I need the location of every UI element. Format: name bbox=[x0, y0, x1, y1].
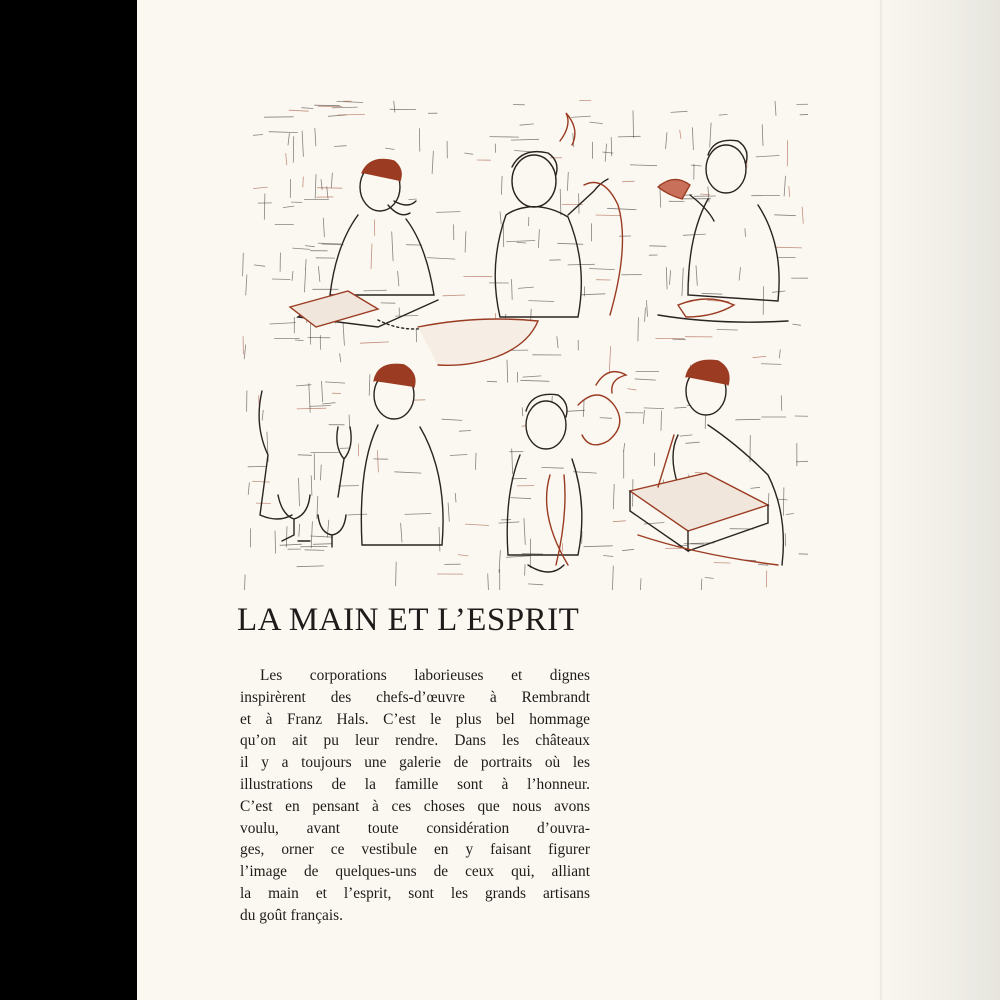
hatch-stroke bbox=[322, 403, 335, 404]
hatch-stroke bbox=[302, 131, 303, 157]
hatch-stroke bbox=[394, 472, 421, 473]
hatch-stroke bbox=[802, 207, 803, 224]
hatch-stroke bbox=[680, 435, 693, 436]
hatch-stroke bbox=[385, 148, 394, 149]
hatch-stroke bbox=[541, 467, 563, 468]
hatch-stroke bbox=[338, 114, 365, 115]
hatch-stroke bbox=[538, 229, 539, 248]
hatch-stroke bbox=[443, 295, 465, 296]
glassmaker-figure bbox=[259, 364, 443, 547]
hatch-stroke bbox=[501, 176, 502, 195]
hatch-stroke bbox=[739, 267, 740, 280]
hatch-stroke bbox=[304, 269, 305, 293]
hatch-stroke bbox=[288, 133, 289, 145]
hatch-stroke bbox=[409, 199, 417, 200]
hatch-stroke bbox=[465, 524, 489, 525]
hatch-stroke bbox=[640, 578, 641, 590]
hatch-stroke bbox=[618, 136, 641, 137]
hatch-stroke bbox=[666, 267, 667, 289]
hatch-stroke bbox=[596, 215, 621, 216]
hatch-stroke bbox=[717, 330, 738, 331]
hatch-stroke bbox=[272, 279, 290, 280]
hatch-stroke bbox=[671, 111, 688, 112]
hatch-stroke bbox=[590, 122, 603, 124]
hatch-stroke bbox=[666, 132, 668, 149]
artisans-illustration bbox=[238, 95, 808, 590]
hatch-stroke bbox=[332, 107, 358, 108]
hatch-stroke bbox=[314, 105, 340, 106]
hatch-stroke bbox=[306, 259, 307, 269]
hatch-stroke bbox=[701, 579, 702, 590]
hatch-stroke bbox=[522, 407, 523, 416]
hatch-stroke bbox=[756, 156, 780, 157]
hatch-stroke bbox=[298, 455, 312, 456]
body-line: C’est en pensant à ces choses que nous avons bbox=[240, 797, 590, 815]
hatch-stroke bbox=[523, 376, 542, 377]
hatch-stroke bbox=[571, 116, 591, 117]
hatch-stroke bbox=[280, 544, 302, 545]
body-line: inspirèrent des chefs-d’œuvre à Rembrandt bbox=[240, 688, 590, 706]
hatch-stroke bbox=[649, 246, 666, 247]
hatch-stroke bbox=[702, 293, 723, 294]
hatch-stroke bbox=[248, 466, 266, 467]
hatch-stroke bbox=[644, 408, 664, 409]
hatch-stroke bbox=[735, 419, 760, 420]
hatch-stroke bbox=[762, 124, 763, 146]
hatch-stroke bbox=[643, 410, 644, 424]
hatch-stroke bbox=[315, 128, 316, 146]
hatch-stroke bbox=[289, 110, 309, 111]
hatch-stroke bbox=[487, 381, 497, 382]
hatch-stroke bbox=[512, 449, 513, 474]
hatch-stroke bbox=[377, 450, 378, 472]
hatch-stroke bbox=[511, 498, 532, 499]
hatch-stroke bbox=[568, 264, 595, 265]
hatch-stroke bbox=[464, 153, 473, 154]
hatch-stroke bbox=[495, 144, 496, 153]
body-line: qu’on ait pu leur rendre. Dans les châteaux bbox=[240, 732, 590, 750]
hatch-stroke bbox=[360, 342, 389, 343]
body-line: voulu, avant toute considération d’ouvra- bbox=[240, 819, 590, 837]
hatch-stroke bbox=[448, 503, 449, 522]
hatch-stroke bbox=[476, 453, 477, 470]
hatch-stroke bbox=[275, 531, 276, 554]
hatch-stroke bbox=[325, 382, 345, 383]
hatch-stroke bbox=[600, 418, 612, 419]
hatch-stroke bbox=[371, 244, 372, 269]
hatch-stroke bbox=[692, 127, 693, 150]
hatch-stroke bbox=[622, 181, 634, 182]
hatch-stroke bbox=[427, 258, 455, 260]
hatch-stroke bbox=[286, 153, 287, 165]
hatch-stroke bbox=[323, 218, 324, 237]
body-line: ges, orner ce vestibule en y faisant figurer bbox=[240, 841, 590, 859]
hatch-stroke bbox=[512, 279, 513, 300]
hatch-stroke bbox=[799, 554, 809, 555]
hatch-stroke bbox=[506, 241, 535, 242]
hatch-stroke bbox=[436, 212, 460, 213]
jeweler-figure bbox=[290, 160, 498, 334]
body-line: illustrations de la famille sont à l’honneur. bbox=[240, 775, 590, 793]
hatch-stroke bbox=[432, 151, 433, 174]
hatch-stroke bbox=[528, 584, 543, 585]
hatch-stroke bbox=[405, 514, 432, 515]
hatch-stroke bbox=[299, 478, 300, 506]
body-line: la main et l’esprit, sont les grands artisans bbox=[240, 884, 590, 902]
hatch-stroke bbox=[305, 246, 315, 247]
hatch-stroke bbox=[318, 266, 320, 282]
hatch-stroke bbox=[299, 524, 300, 537]
hatch-stroke bbox=[243, 253, 244, 277]
hatch-stroke bbox=[517, 242, 526, 243]
hatch-stroke bbox=[670, 270, 671, 285]
hatch-stroke bbox=[349, 415, 350, 429]
page-edge-shadow bbox=[870, 0, 1000, 1000]
hatch-stroke bbox=[348, 514, 368, 515]
hatch-stroke bbox=[488, 574, 489, 590]
hatch-stroke bbox=[661, 411, 662, 431]
hatch-stroke bbox=[647, 300, 648, 317]
hatch-stroke bbox=[321, 179, 322, 190]
hatch-stroke bbox=[292, 271, 293, 281]
hatch-stroke bbox=[331, 173, 332, 188]
shoemaker-figure bbox=[658, 140, 788, 322]
page-title: LA MAIN ET L’ESPRIT bbox=[237, 602, 580, 638]
hatch-stroke bbox=[269, 132, 298, 133]
hatch-stroke bbox=[458, 555, 468, 556]
hatch-stroke bbox=[318, 243, 341, 244]
hatch-stroke bbox=[244, 575, 245, 591]
hatch-stroke bbox=[638, 317, 639, 341]
hatch-stroke bbox=[680, 130, 681, 139]
hatch-stroke bbox=[343, 322, 344, 346]
hatch-stroke bbox=[465, 231, 466, 252]
hatch-stroke bbox=[613, 484, 614, 509]
hatch-stroke bbox=[613, 521, 626, 522]
hatch-stroke bbox=[682, 268, 683, 296]
hatch-stroke bbox=[520, 124, 534, 125]
hatch-stroke bbox=[317, 188, 342, 189]
hatch-stroke bbox=[297, 408, 327, 409]
hatch-stroke bbox=[524, 518, 525, 545]
hatch-stroke bbox=[635, 379, 656, 380]
hatch-stroke bbox=[705, 578, 714, 579]
hatch-stroke bbox=[792, 324, 801, 325]
hatch-stroke bbox=[455, 493, 456, 502]
hatch-stroke bbox=[633, 110, 634, 137]
body-line: et à Franz Hals. C’est le plus bel hommage bbox=[240, 710, 590, 728]
page-fold bbox=[880, 0, 882, 1000]
hatch-stroke bbox=[796, 461, 808, 462]
hatch-stroke bbox=[745, 228, 746, 237]
hatch-stroke bbox=[311, 475, 312, 495]
hatch-stroke bbox=[297, 566, 324, 567]
hatch-stroke bbox=[442, 419, 463, 420]
hatch-stroke bbox=[254, 265, 265, 266]
hatch-stroke bbox=[246, 275, 247, 296]
hatch-stroke bbox=[490, 137, 519, 138]
hatch-stroke bbox=[315, 174, 316, 199]
hatch-stroke bbox=[784, 176, 785, 197]
hatch-stroke bbox=[322, 381, 323, 402]
hatch-stroke bbox=[305, 550, 325, 551]
leather-tooler-figure bbox=[630, 360, 783, 565]
hatch-stroke bbox=[395, 316, 418, 317]
hatch-stroke bbox=[286, 526, 287, 547]
hatch-stroke bbox=[775, 247, 802, 248]
hatch-stroke bbox=[309, 406, 330, 407]
hatch-stroke bbox=[774, 215, 796, 216]
hatch-stroke bbox=[778, 499, 788, 500]
hatch-stroke bbox=[511, 139, 539, 140]
hatch-stroke bbox=[758, 564, 768, 565]
hatch-stroke bbox=[506, 556, 530, 557]
hatch-stroke bbox=[628, 389, 637, 390]
hatch-stroke bbox=[313, 544, 332, 545]
hatch-stroke bbox=[584, 546, 613, 547]
hatch-stroke bbox=[507, 360, 508, 383]
body-paragraph bbox=[240, 665, 590, 927]
hatch-stroke bbox=[779, 350, 780, 359]
hatch-stroke bbox=[630, 165, 657, 166]
hatch-stroke bbox=[252, 481, 269, 482]
hatch-stroke bbox=[761, 364, 781, 365]
hatch-stroke bbox=[584, 400, 585, 417]
hatch-stroke bbox=[589, 269, 615, 270]
hatch-stroke bbox=[691, 165, 702, 166]
hatch-stroke bbox=[603, 556, 613, 557]
hatch-stroke bbox=[364, 290, 387, 291]
hatch-stroke bbox=[567, 410, 585, 411]
hatch-stroke bbox=[310, 536, 333, 537]
body-line: Les corporations laborieuses et dignes bbox=[260, 667, 590, 684]
hatch-stroke bbox=[459, 431, 471, 432]
hatch-stroke bbox=[401, 523, 402, 542]
hatch-stroke bbox=[311, 521, 312, 548]
hatch-stroke bbox=[518, 287, 534, 288]
hatch-stroke bbox=[783, 487, 784, 515]
hatch-stroke bbox=[753, 356, 766, 357]
hatch-stroke bbox=[622, 549, 634, 550]
hatch-stroke bbox=[609, 346, 610, 373]
hatch-stroke bbox=[253, 187, 268, 189]
hatch-stroke bbox=[719, 114, 728, 115]
hatch-stroke bbox=[396, 562, 397, 586]
hatch-stroke bbox=[248, 482, 249, 494]
hatch-stroke bbox=[686, 442, 700, 443]
hatch-stroke bbox=[751, 487, 761, 488]
hatch-stroke bbox=[645, 308, 646, 322]
hatch-stroke bbox=[700, 194, 710, 195]
hatch-stroke bbox=[785, 533, 786, 546]
body-line: l’image de quelques-uns de ceux qui, alliant bbox=[240, 863, 590, 881]
hatch-stroke bbox=[439, 527, 440, 552]
hatch-stroke bbox=[450, 455, 468, 456]
body-line: il y a toujours une galerie de portraits où les bbox=[240, 754, 590, 772]
hatch-stroke bbox=[270, 323, 296, 324]
hatch-stroke bbox=[321, 465, 322, 481]
hatch-stroke bbox=[696, 265, 697, 285]
hatch-stroke bbox=[775, 101, 776, 116]
hatch-stroke bbox=[283, 206, 294, 208]
hatch-stroke bbox=[607, 208, 637, 209]
hatch-stroke bbox=[253, 135, 263, 136]
hatch-stroke bbox=[567, 172, 568, 191]
hatch-stroke bbox=[525, 564, 526, 575]
hatch-stroke bbox=[340, 353, 341, 362]
hatch-stroke bbox=[789, 186, 790, 197]
body-line: du goût français. bbox=[240, 906, 343, 924]
hatch-stroke bbox=[672, 339, 685, 340]
hatch-stroke bbox=[394, 101, 395, 113]
hatch-stroke bbox=[292, 248, 310, 249]
hatch-stroke bbox=[334, 146, 346, 147]
hatch-stroke bbox=[786, 514, 794, 515]
hatch-stroke bbox=[302, 108, 314, 109]
hatch-stroke bbox=[264, 194, 265, 220]
hatch-stroke bbox=[500, 212, 501, 225]
hatch-stroke bbox=[674, 407, 686, 408]
hatch-stroke bbox=[557, 336, 558, 348]
hatch-stroke bbox=[560, 189, 561, 216]
hatch-stroke bbox=[557, 243, 583, 244]
hatch-stroke bbox=[295, 340, 304, 341]
hatch-stroke bbox=[262, 410, 263, 421]
hatch-stroke bbox=[398, 271, 399, 286]
hatch-stroke bbox=[303, 177, 304, 188]
hatch-stroke bbox=[244, 345, 246, 360]
hatch-stroke bbox=[499, 522, 520, 523]
hatch-stroke bbox=[392, 232, 393, 262]
hatch-stroke bbox=[624, 443, 625, 451]
hatch-stroke bbox=[800, 114, 808, 115]
hatch-stroke bbox=[612, 566, 613, 590]
hatch-stroke bbox=[710, 123, 711, 148]
hatch-stroke bbox=[369, 374, 370, 395]
hatch-stroke bbox=[520, 380, 549, 381]
hatch-stroke bbox=[529, 301, 555, 302]
